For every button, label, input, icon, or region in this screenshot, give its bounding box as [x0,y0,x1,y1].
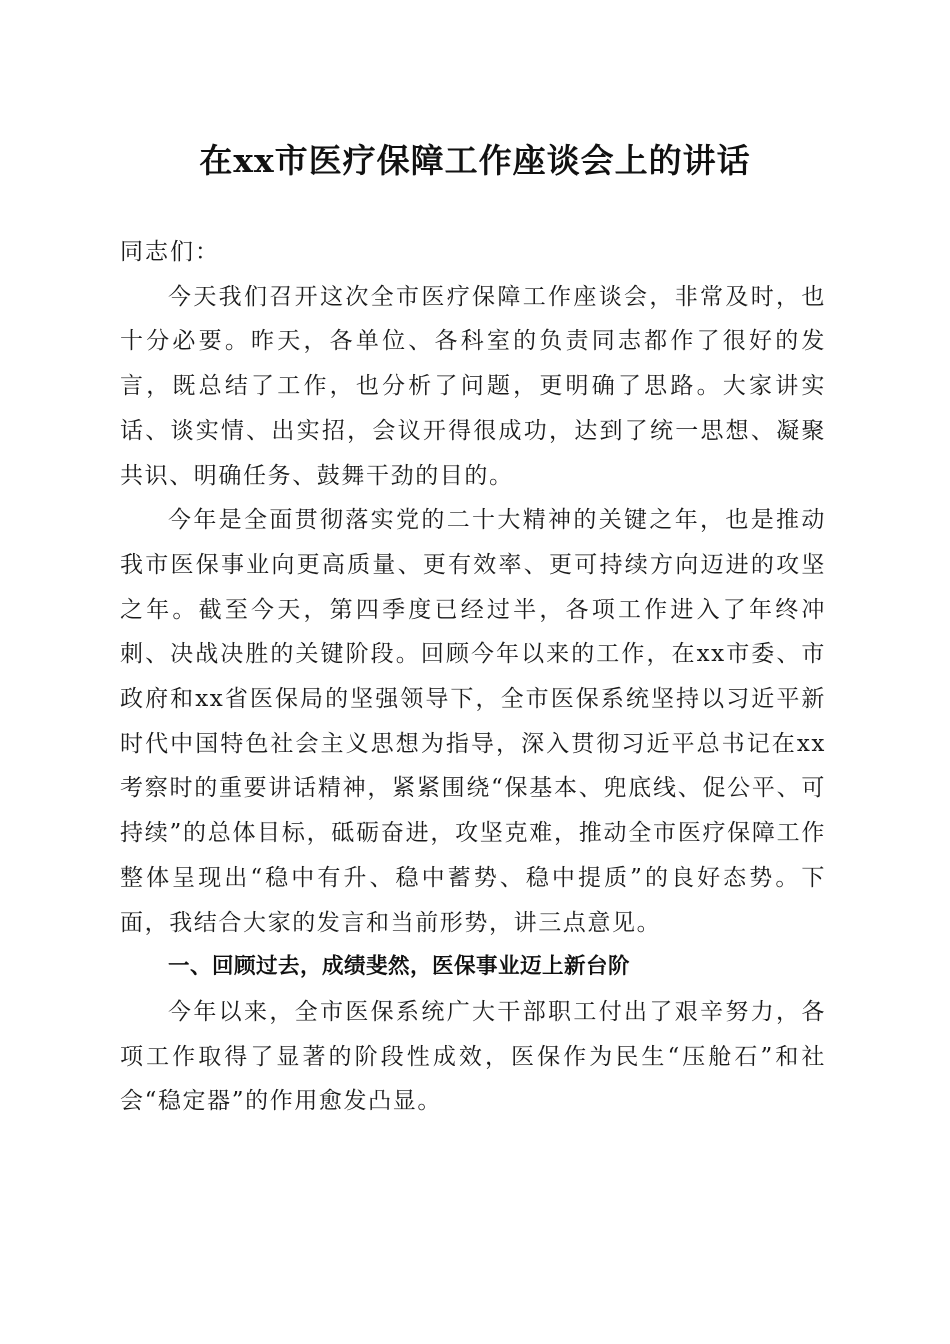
document-title: 在xx市医疗保障工作座谈会上的讲话 [199,141,751,180]
section-heading-1: 一、回顾过去，成绩斐然，医保事业迈上新台阶 [168,954,631,980]
document-body [120,230,826,1124]
paragraph-opening: 今天我们召开这次全市医疗保障工作座谈会，非常及时，也十分必要。昨天，各单位、各科室的负责同志都作了很好的发言，既总结了工作，也分析了问题，更明确了思路。大家讲实话、谈实情、出实招，会议开得很成功，达到了统一思想、凝聚共识、明确任务、鼓舞干劲的目的。 [120,283,826,489]
paragraph-section-1: 今年以来，全市医保系统广大干部职工付出了艰辛努力，各项工作取得了显著的阶段性成效，医保作为民生“压舱石”和社会“稳定器”的作用愈发凸显。 [120,998,826,1115]
paragraph-context: 今年是全面贯彻落实党的二十大精神的关键之年，也是推动我市医保事业向更高质量、更有效率、更可持续方向迈进的攻坚之年。截至今天，第四季度已经过半，各项工作进入了年终冲刺、决战决胜的关键阶段。回顾今年以来的工作，在xx市委、市政府和xx省医保局的坚强领导下，全市医保系统坚持以习近平新时代中国特色社会主义思想为指导，深入贯彻习近平总书记在xx考察时的重要讲话精神，紧紧围绕“保基本、兜底线、促公平、可持续”的总体目标，砥砺奋进，攻坚克难，推动全市医疗保障工作整体呈现出“稳中有升、稳中蓄势、稳中提质”的良好态势。下面，我结合大家的发言和当前形势，讲三点意见。 [120,507,826,936]
salutation: 同志们： [120,239,220,265]
